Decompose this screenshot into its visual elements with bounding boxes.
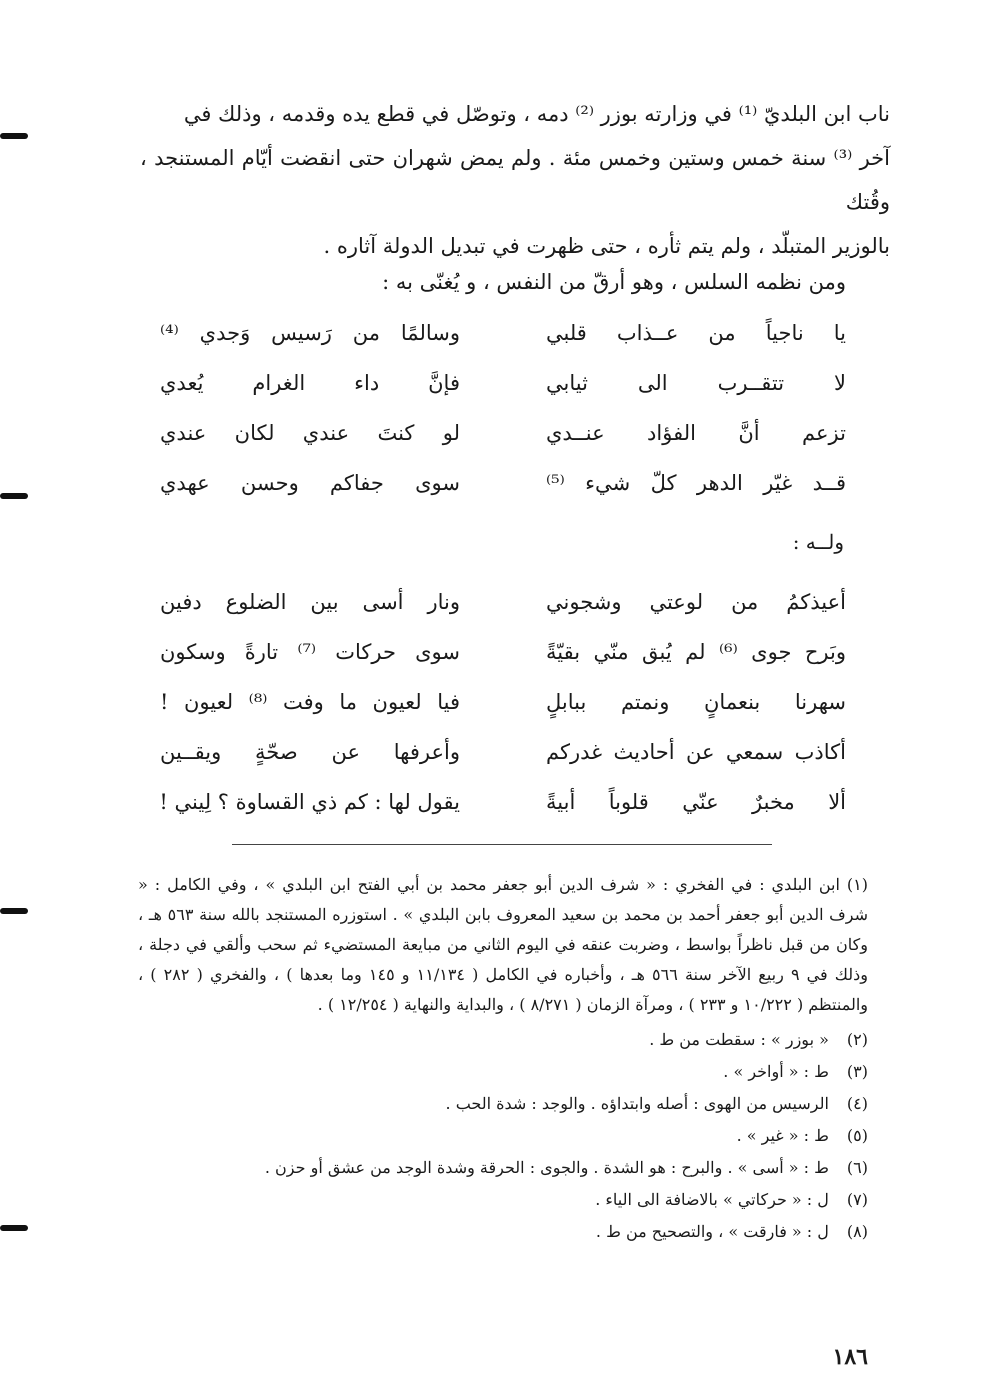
footnote-item <box>138 1088 868 1120</box>
footnote-item <box>138 1216 868 1248</box>
verse-row <box>160 777 846 827</box>
poem-second <box>160 577 846 827</box>
footnote-text: ط : « أسى » . والبرح : هو الشدة . والجوى : الحرقة وشدة الوجد من عشق أو حزن . <box>264 1158 829 1177</box>
footnote-text: ط : « غير » . <box>736 1126 829 1145</box>
poem-heading: ولــه : <box>792 530 844 554</box>
poem-first <box>160 308 846 508</box>
footnote-number: (٣) <box>846 1062 868 1081</box>
verse-row <box>160 458 846 508</box>
margin-mark <box>0 133 28 139</box>
verse-row <box>160 577 846 627</box>
footnote-text: ل : « فارقت » ، والتصحيح من ط . <box>595 1222 829 1241</box>
footnotes <box>138 870 868 1248</box>
footnote-number: (٢) <box>846 1030 868 1049</box>
margin-mark <box>0 908 28 914</box>
footnote-number: (٤) <box>846 1094 868 1113</box>
prose-line: ناب ابن البلديّ ⁽¹⁾ في وزارته بوزر ⁽²⁾ دمه ، وتوصّل في قطع يده وقدمه ، وذلك في <box>183 102 890 126</box>
verse-first-half: وبَرح جوى ⁽⁶⁾ لم يُبق منّي بقيّةً <box>546 640 846 664</box>
verse-second-half: يقول لها : كم ذي القساوة ؟ لِيني ! <box>159 790 460 814</box>
footnote-1: (١) ابن البلدي : في الفخري : « شرف الدين أبو جعفر محمد بن أبي الفتح ابن البلدي » ، وفي الكامل : « شرف الدين أبو جعفر أحمد بن محمد بن سعيد المعروف بابن البلدي » . استوزره المستنجد بالله سنة ٥٦٣ هـ ، وكان من قبل ناظراً بواسط ، وضربت عنقه في اليوم الثاني من مبايعة المستضيء ثم سحب وألقي في دجلة ، وذلك في ٩ ربيع الآخر سنة ٥٦٦ هـ ، وأخباره في الكامل ( ١١/١٣٤ و ١٤٥ وما بعدها ) ، والفخري ( ٢٨٢ ) ، والمنتظم ( ١٠/٢٢٢ و ٢٣٣ ) ، ومرآة الزمان ( ٨/٢٧١ ) ، والبداية والنهاية ( ١٢/٢٥٤ ) . <box>138 875 869 1014</box>
prose-line: آخر ⁽³⁾ سنة خمس وستين وخمس مئة . ولم يمض شهران حتى انقضت أيّام المستنجد ، وقُتك <box>140 146 890 214</box>
verse-row <box>160 727 846 777</box>
verse-second-half: ونار أسى بين الضلوع دفين <box>160 590 460 614</box>
verse-first-half: أكاذب سمعي عن أحاديث غدركم <box>546 740 846 764</box>
prose-paragraph <box>140 92 890 268</box>
verse-second-half: فيا لعيون ما وفت ⁽⁸⁾ لعيون ! <box>160 690 460 714</box>
margin-mark <box>0 1225 28 1231</box>
verse-second-half: فإنَّ داء الغرام يُعدي <box>160 371 460 395</box>
verse-row <box>160 677 846 727</box>
footnote-text: « بوزر » : سقطت من ط . <box>649 1030 829 1049</box>
poem-intro-line: ومن نظمه السلس ، وهو أرقّ من النفس ، و يُغنّى به : <box>382 270 846 294</box>
footnote-item <box>138 1056 868 1088</box>
verse-row <box>160 358 846 408</box>
verse-second-half: لو كنتَ عندي لكان عندي <box>160 421 460 445</box>
prose-line: بالوزير المتبلّد ، ولم يتم ثأره ، حتى ظهرت في تبديل الدولة آثاره . <box>323 234 890 258</box>
verse-row <box>160 627 846 677</box>
verse-row <box>160 408 846 458</box>
footnote-number: (٥) <box>846 1126 868 1145</box>
verse-second-half: سوى حركات ⁽⁷⁾ تارةً وسكون <box>160 640 461 664</box>
footnote-text: الرسيس من الهوى : أصله وابتداؤه . والوجد : شدة الحب . <box>445 1094 829 1113</box>
verse-first-half: يا ناجياً من عــذاب قلبي <box>546 321 846 345</box>
footnote-item <box>138 1024 868 1056</box>
verse-first-half: تزعم أنَّ الفؤاد عنــدي <box>546 421 846 445</box>
verse-first-half: قــد غيّر الدهر كلّ شيء ⁽⁵⁾ <box>546 471 846 495</box>
footnote-item <box>138 1184 868 1216</box>
verse-first-half: أعيذكمُ من لوعتي وشجوني <box>546 590 846 614</box>
verse-first-half: لا تتقــرب الى ثيابي <box>546 371 846 395</box>
page-number: ١٨٦ <box>832 1344 868 1370</box>
footnote-number: (٧) <box>846 1190 868 1209</box>
verse-row <box>160 308 846 358</box>
verse-first-half: ألا مخبرٌ عنّي قلوباً أبيةً <box>546 790 846 814</box>
footnote-item <box>138 1152 868 1184</box>
footnote-text: ط : « أواخر » . <box>723 1062 829 1081</box>
footnote-divider <box>232 844 772 845</box>
footnote-text: ل : « حركاتي » بالاضافة الى الياء . <box>595 1190 829 1209</box>
verse-second-half: وأعرفها عن صحّةٍ ويقــين <box>160 740 460 764</box>
margin-mark <box>0 493 28 499</box>
verse-first-half: سهرنا بنعمانٍ ونمتم ببابلٍ <box>546 690 846 714</box>
verse-second-half: سوى جفاكم وحسن عهدي <box>160 471 460 495</box>
footnote-number: (٦) <box>846 1158 868 1177</box>
footnote-item <box>138 1120 868 1152</box>
verse-second-half: وسالمًا من رَسيس وَجدي ⁽⁴⁾ <box>160 321 460 345</box>
footnote-number: (٨) <box>846 1222 868 1241</box>
